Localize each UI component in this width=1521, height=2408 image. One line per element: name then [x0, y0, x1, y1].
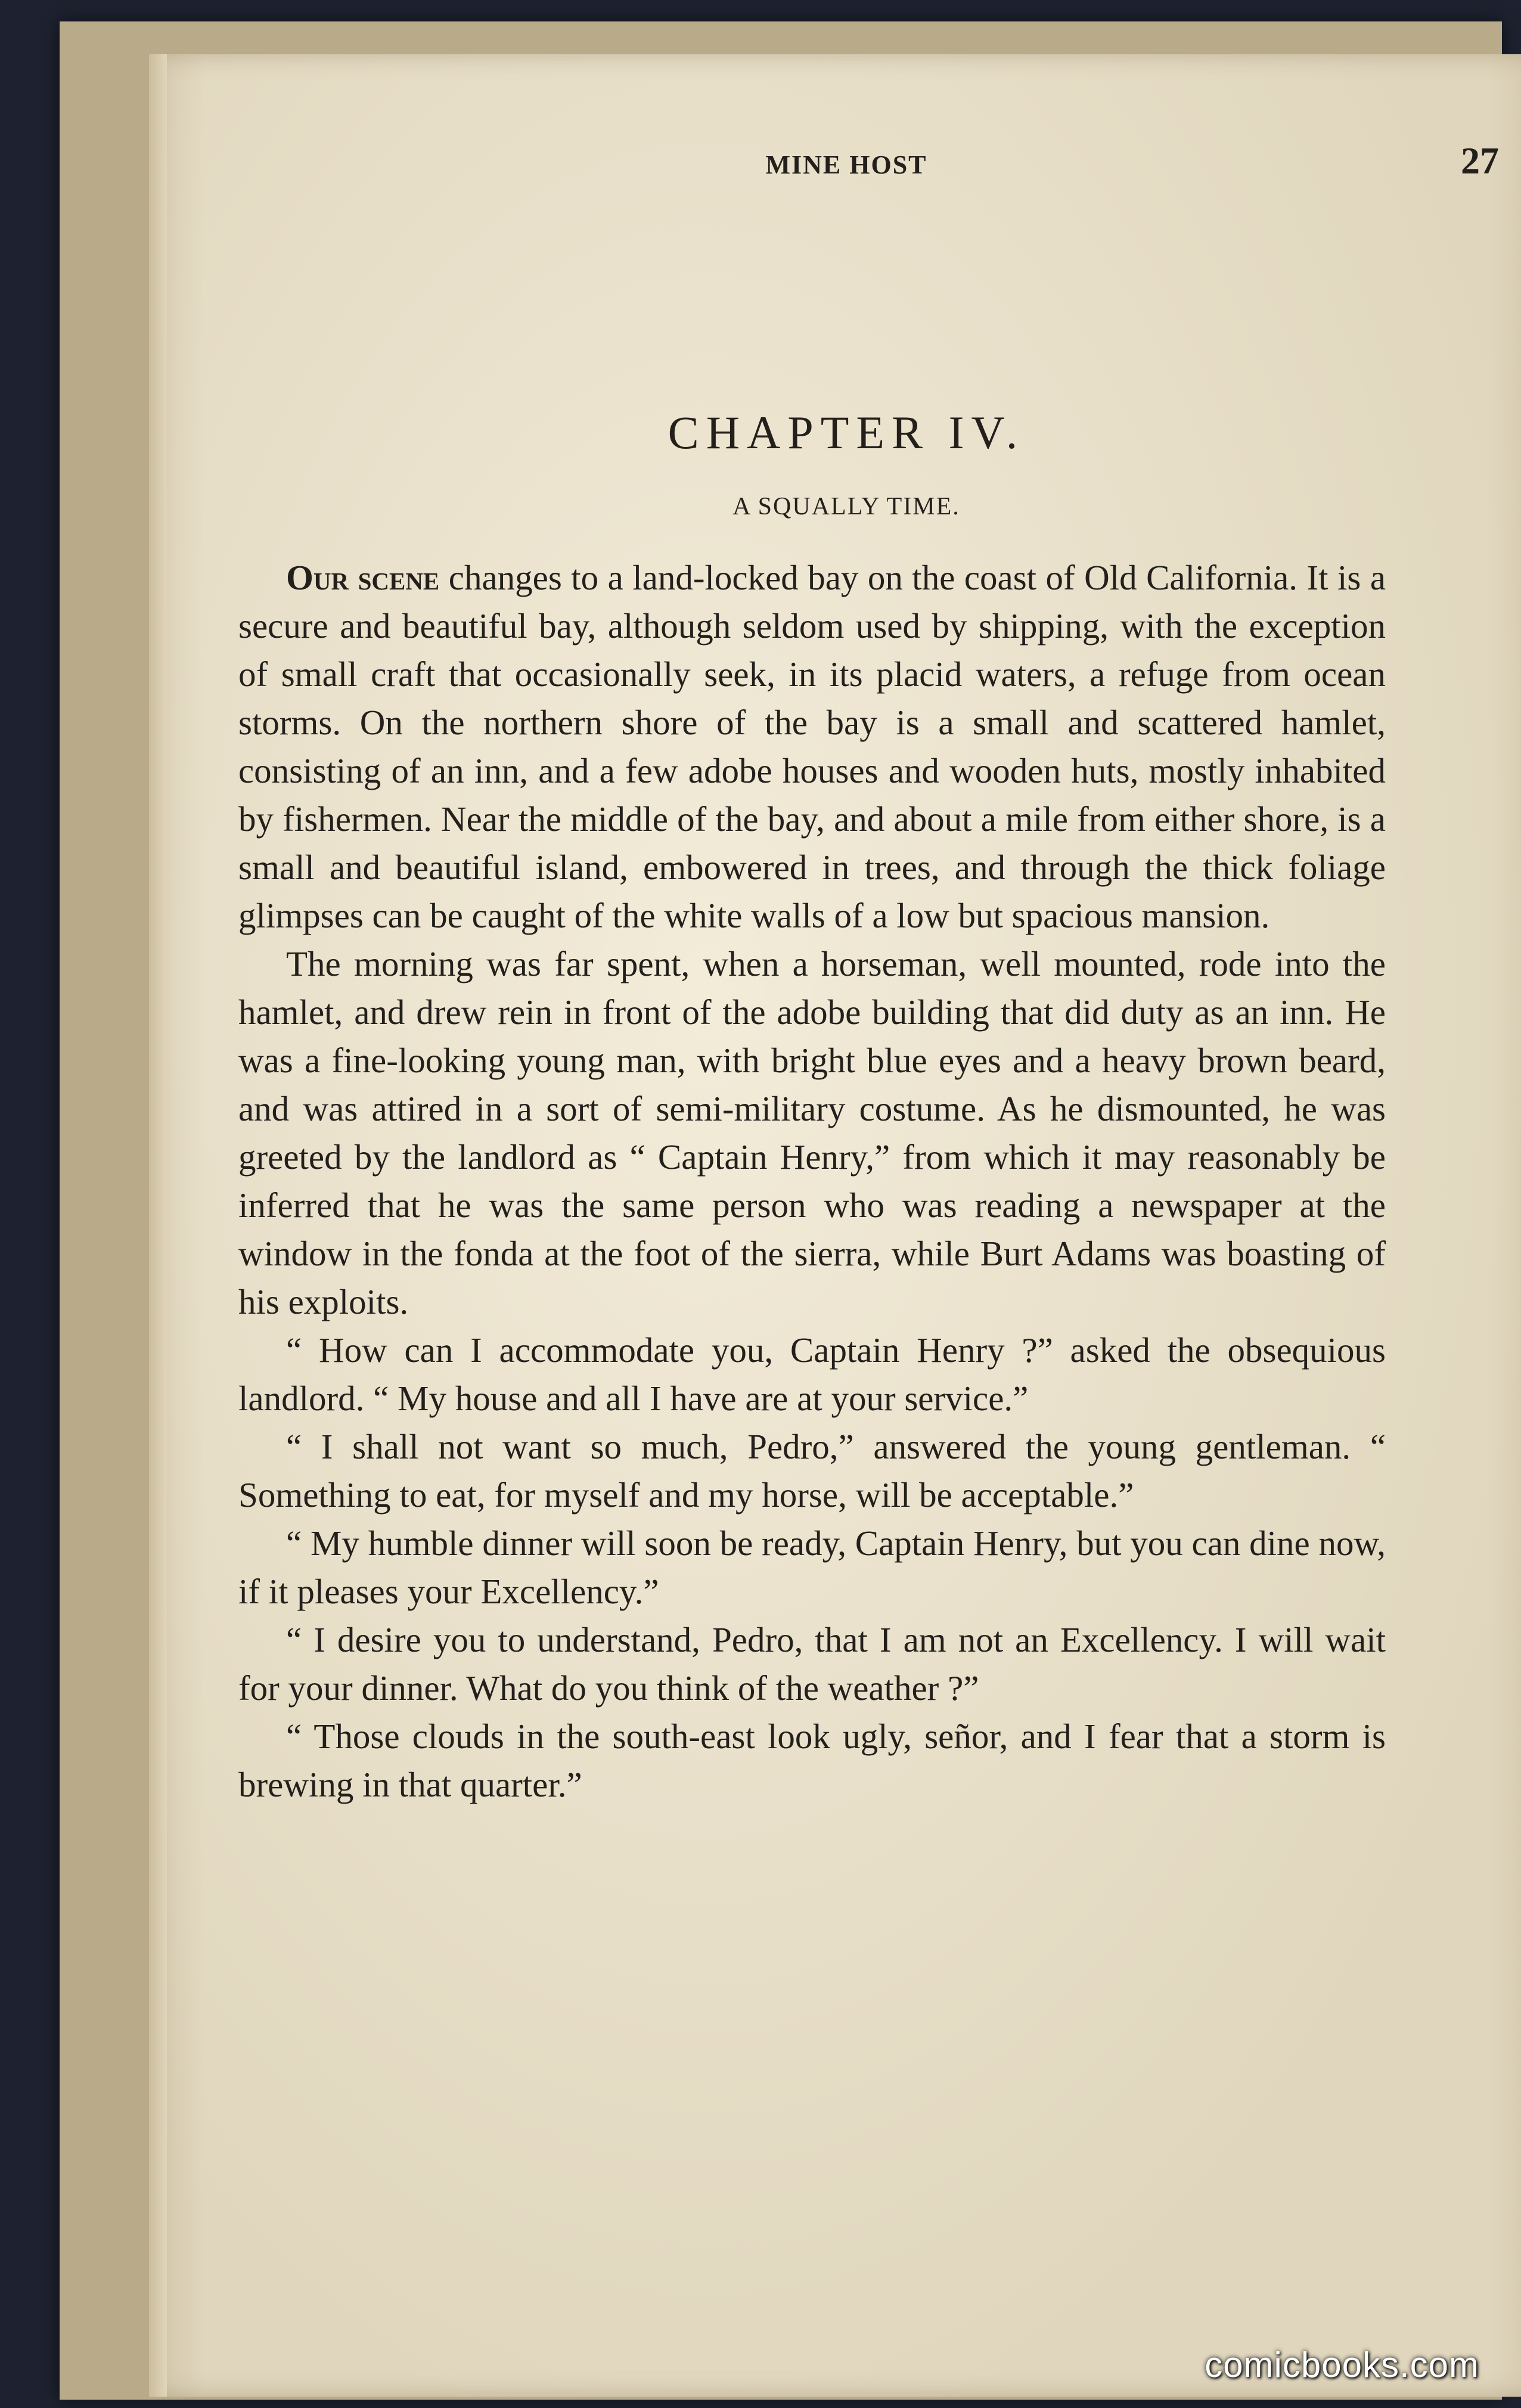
chapter-subtitle: A SQUALLY TIME. [732, 493, 960, 520]
paragraph-text: changes to a land-locked bay on the coast of Old California. It is a secure and beautiful bay, although seldom used by shipping, with the exception of small craft that occasionally seek, in its placid waters, a refuge from ocean storms. On the northern shore of the bay is a small and scattered hamlet, consisting of an inn, and a few adobe houses and wooden huts, mostly inhabited by fishermen. Near the middle of the bay, and about a mile from either shore, is a small and beautiful island, embowered in trees, and through the thick foliage glimpses can be caught of the white walls of a low but spacious mansion. [238, 558, 1386, 935]
paragraph-text: “ How can I accommodate you, Captain Henry ?” asked the obsequious landlord. “ My house and all I have are at your service.” [238, 1330, 1386, 1418]
paragraph [238, 1519, 1386, 1616]
body-text [238, 554, 1386, 1809]
book-page [149, 54, 1521, 2397]
paragraph [238, 1616, 1386, 1712]
running-title: MINE HOST [765, 150, 927, 179]
paragraph [238, 940, 1386, 1326]
paragraph-text: “ My humble dinner will soon be ready, Captain Henry, but you can dine now, if it pleases your Excellency.” [238, 1523, 1386, 1611]
chapter-title: CHAPTER IV. [668, 406, 1025, 458]
paragraph [238, 1326, 1386, 1423]
paragraph-text: “ I desire you to understand, Pedro, that I am not an Excellency. I will wait for your dinner. What do you think of the weather ?” [238, 1620, 1386, 1708]
paragraph-text: The morning was far spent, when a horseman, well mounted, rode into the hamlet, and drew rein in front of the adobe building that did duty as an inn. He was a fine-looking young man, with bright blue eyes and a heavy brown beard, and was attired in a sort of semi-military costume. As he dismounted, he was greeted by the landlord as “ Captain Henry,” from which it may reasonably be inferred that he was the same person who was reading a newspaper at the window in the fonda at the foot of the sierra, while Burt Adams was boasting of his exploits. [238, 944, 1386, 1321]
running-head [149, 139, 1521, 191]
paragraph [238, 1423, 1386, 1519]
paragraph-text: “ Those clouds in the south-east look ugly, señor, and I fear that a storm is brewing in that quarter.” [238, 1717, 1386, 1804]
paragraph-opening: Our scene [286, 558, 440, 597]
paragraph [238, 554, 1386, 940]
site-watermark: comicbooks.com [1205, 2345, 1479, 2385]
paragraph-text: “ I shall not want so much, Pedro,” answered the young gentleman. “ Something to eat, for myself and my horse, will be acceptable.” [238, 1427, 1386, 1515]
page-number: 27 [1461, 139, 1499, 182]
paragraph [238, 1712, 1386, 1809]
